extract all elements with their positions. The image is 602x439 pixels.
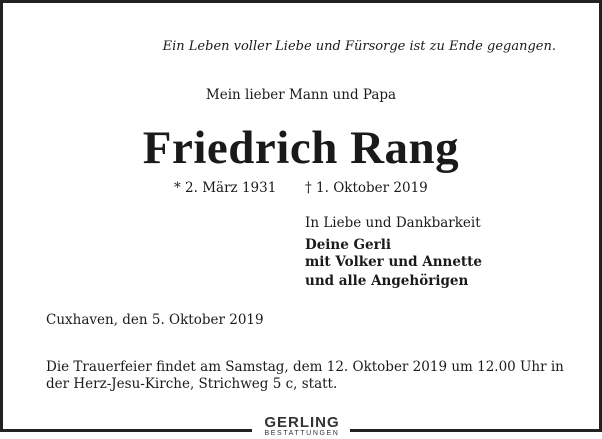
mourners-block [305,215,482,290]
logo-name: GERLING [264,414,340,431]
funeral-info-line: Die Trauerfeier findet am Samstag, dem 12. Oktober 2019 um 12.00 Uhr in [46,359,564,375]
birth-date: * 2. März 1931 [174,180,277,196]
funeral-info [46,359,566,393]
frame-bottom-border-right [350,429,602,432]
logo-subtitle: BESTATTUNGEN [264,430,340,437]
undertaker-logo [255,416,349,439]
deceased-name: Friedrich Rang [142,122,460,174]
frame-left-border [0,0,3,432]
mourners-intro: In Liebe und Dankbarkeit [305,215,481,231]
motto: Ein Leben voller Liebe und Fürsorge ist zu Ende gegangen. [162,39,556,54]
frame-top-border [0,0,602,3]
frame-bottom-border-left [0,429,252,432]
mourner-line: und alle Angehörigen [305,273,469,289]
mourner-line: mit Volker und Annette [305,254,482,270]
death-date: † 1. Oktober 2019 [305,180,428,196]
intro-line: Mein lieber Mann und Papa [205,87,397,103]
place-date: Cuxhaven, den 5. Oktober 2019 [46,312,264,328]
funeral-info-line: der Herz-Jesu-Kirche, Strichweg 5 c, statt. [46,376,338,392]
mourner-line: Deine Gerli [305,237,392,253]
